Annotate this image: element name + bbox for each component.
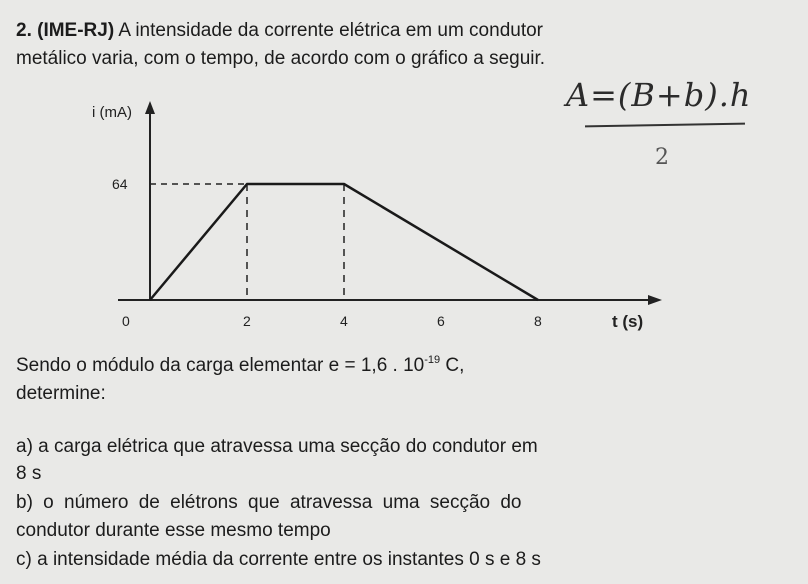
question-line-2: metálico varia, com o tempo, de acordo com o gráfico a seguir. xyxy=(16,48,546,69)
item-a-line-2: 8 s xyxy=(16,463,42,484)
item-b-line-2: condutor durante esse mesmo tempo xyxy=(16,520,331,541)
handwritten-formula: A=(B+b).h xyxy=(566,76,752,114)
y-axis-arrow xyxy=(145,101,155,114)
x-tick-label: 4 xyxy=(340,313,348,329)
x-axis-label: t (s) xyxy=(612,312,644,331)
question-number: 2. (IME-RJ) xyxy=(16,20,115,41)
x-tick-label: 8 xyxy=(534,313,542,329)
determine-label: determine: xyxy=(16,383,106,404)
x-axis-arrow xyxy=(648,295,662,305)
x-tick-label: 6 xyxy=(437,313,445,329)
y-tick-label: 64 xyxy=(112,176,128,192)
item-b-line-1: b) o número de elétrons que atravessa uma secção do xyxy=(16,492,522,513)
statement-line xyxy=(16,354,464,377)
statement-exponent: -19 xyxy=(424,354,441,366)
x-tick-label: 2 xyxy=(243,313,251,329)
statement-text: Sendo o módulo da carga elementar e = 1,6 . 10 xyxy=(16,355,425,376)
item-a-line-1: a) a carga elétrica que atravessa uma secção do condutor em xyxy=(16,436,538,457)
item-c: c) a intensidade média da corrente entre os instantes 0 s e 8 s xyxy=(16,549,541,570)
question-title-text: A intensidade da corrente elétrica em um condutor xyxy=(114,20,543,41)
y-axis-label: i (mA) xyxy=(92,104,132,121)
handwritten-denominator: 2 xyxy=(655,145,669,170)
statement-unit: C, xyxy=(440,355,465,376)
x-tick-label: 0 xyxy=(122,313,130,329)
